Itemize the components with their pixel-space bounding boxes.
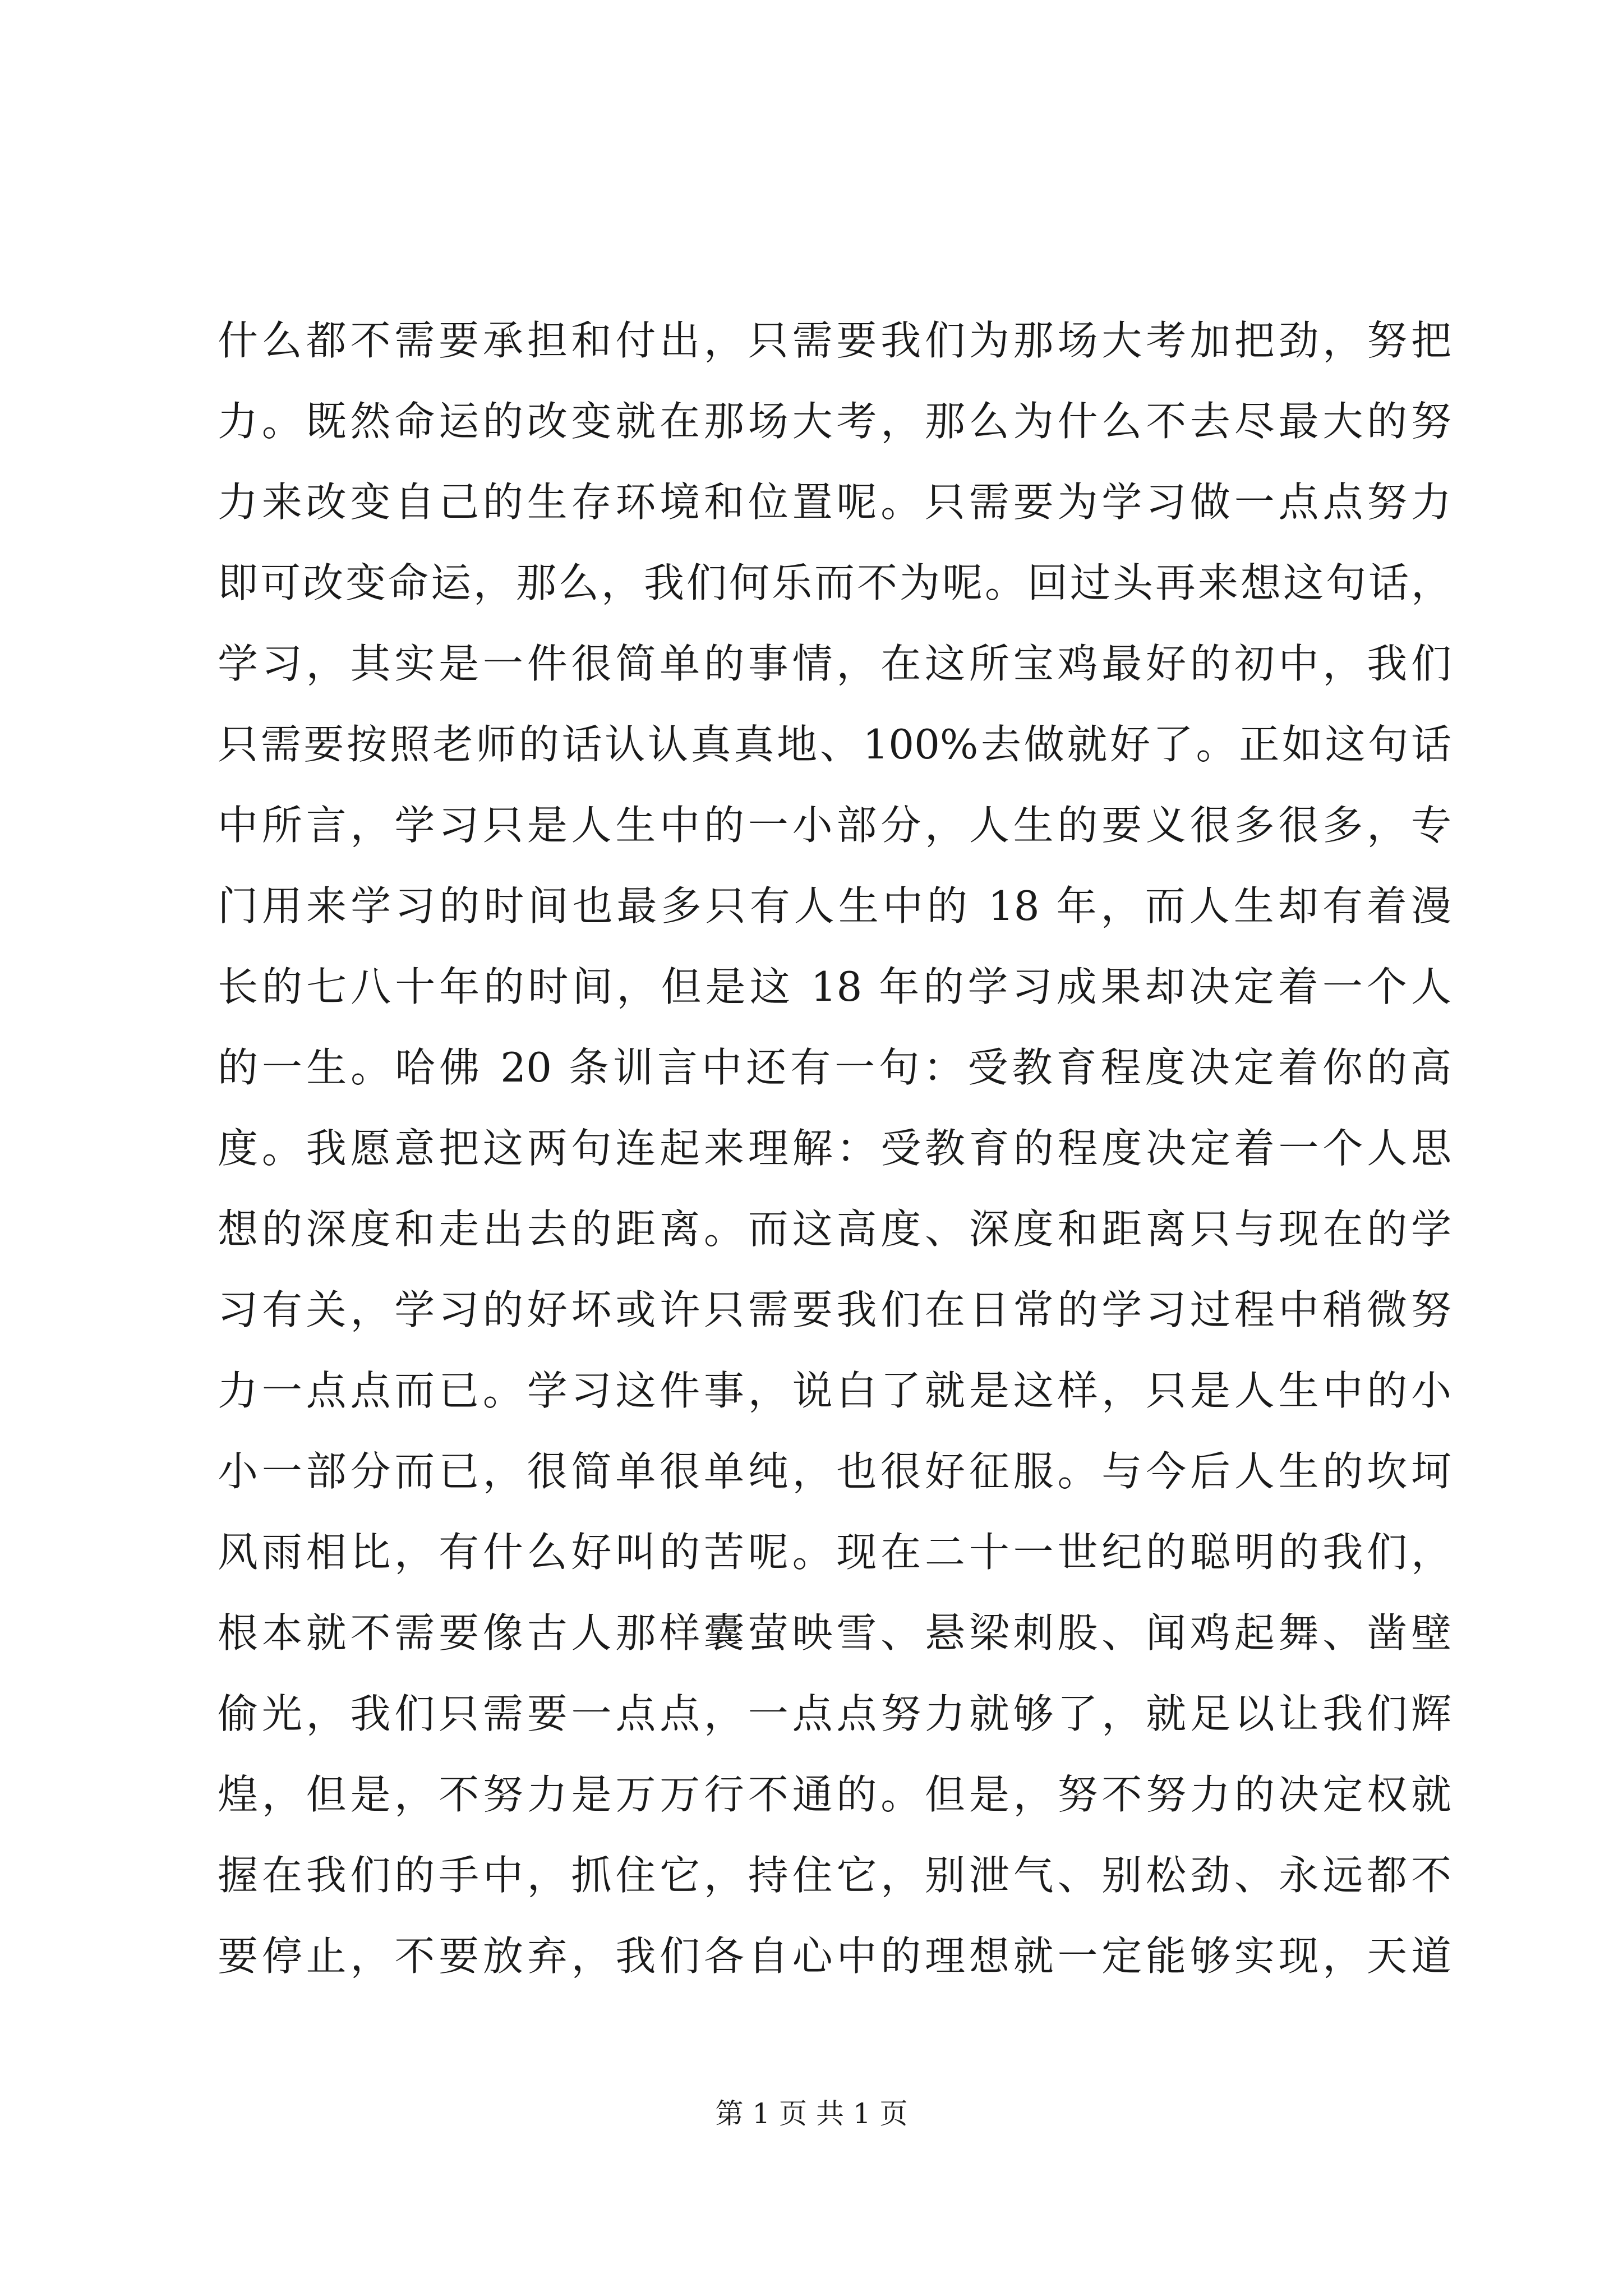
text-line: 学习，其实是一件很简单的事情，在这所宝鸡最好的初中，我们	[218, 640, 1451, 687]
text-line: 中所言，学习只是人生中的一小部分，人生的要义很多很多，专	[218, 802, 1451, 849]
text-line: 力来改变自己的生存环境和位置呢。只需要为学习做一点点努力	[218, 478, 1451, 526]
page-footer: 第 1 页 共 1 页	[715, 2097, 908, 2130]
text-line: 长的七八十年的时间，但是这 18 年的学习成果却决定着一个人	[218, 963, 1451, 1010]
text-line: 度。我愿意把这两句连起来理解：受教育的程度决定着一个人思	[218, 1125, 1451, 1172]
text-line: 只需要按照老师的话认认真真地、100%去做就好了。正如这句话	[218, 721, 1451, 768]
text-line: 偷光，我们只需要一点点，一点点努力就够了，就足以让我们辉	[218, 1690, 1451, 1737]
text-line: 力一点点而已。学习这件事，说白了就是这样，只是人生中的小	[218, 1367, 1451, 1414]
text-line: 小一部分而已，很简单很单纯，也很好征服。与今后人生的坎坷	[218, 1448, 1451, 1495]
text-line: 什么都不需要承担和付出，只需要我们为那场大考加把劲，努把	[218, 317, 1451, 364]
text-line: 煌，但是，不努力是万万行不通的。但是，努不努力的决定权就	[218, 1771, 1451, 1818]
text-line: 握在我们的手中，抓住它，持住它，别泄气、别松劲、永远都不	[218, 1852, 1451, 1899]
text-line: 的一生。哈佛 20 条训言中还有一句：受教育程度决定着你的高	[218, 1044, 1451, 1091]
body-text	[218, 300, 1451, 1996]
text-line: 想的深度和走出去的距离。而这高度、深度和距离只与现在的学	[218, 1205, 1451, 1253]
text-line: 即可改变命运，那么，我们何乐而不为呢。回过头再来想这句话，	[218, 559, 1451, 606]
text-line: 根本就不需要像古人那样囊萤映雪、悬梁刺股、闻鸡起舞、凿壁	[218, 1609, 1451, 1657]
text-line: 习有关，学习的好坏或许只需要我们在日常的学习过程中稍微努	[218, 1286, 1451, 1333]
text-line: 力。既然命运的改变就在那场大考，那么为什么不去尽最大的努	[218, 398, 1451, 445]
text-line: 要停止，不要放弃，我们各自心中的理想就一定能够实现，天道	[218, 1932, 1451, 1980]
text-line: 门用来学习的时间也最多只有人生中的 18 年，而人生却有着漫	[218, 882, 1451, 930]
text-line: 风雨相比，有什么好叫的苦呢。现在二十一世纪的聪明的我们，	[218, 1529, 1451, 1576]
